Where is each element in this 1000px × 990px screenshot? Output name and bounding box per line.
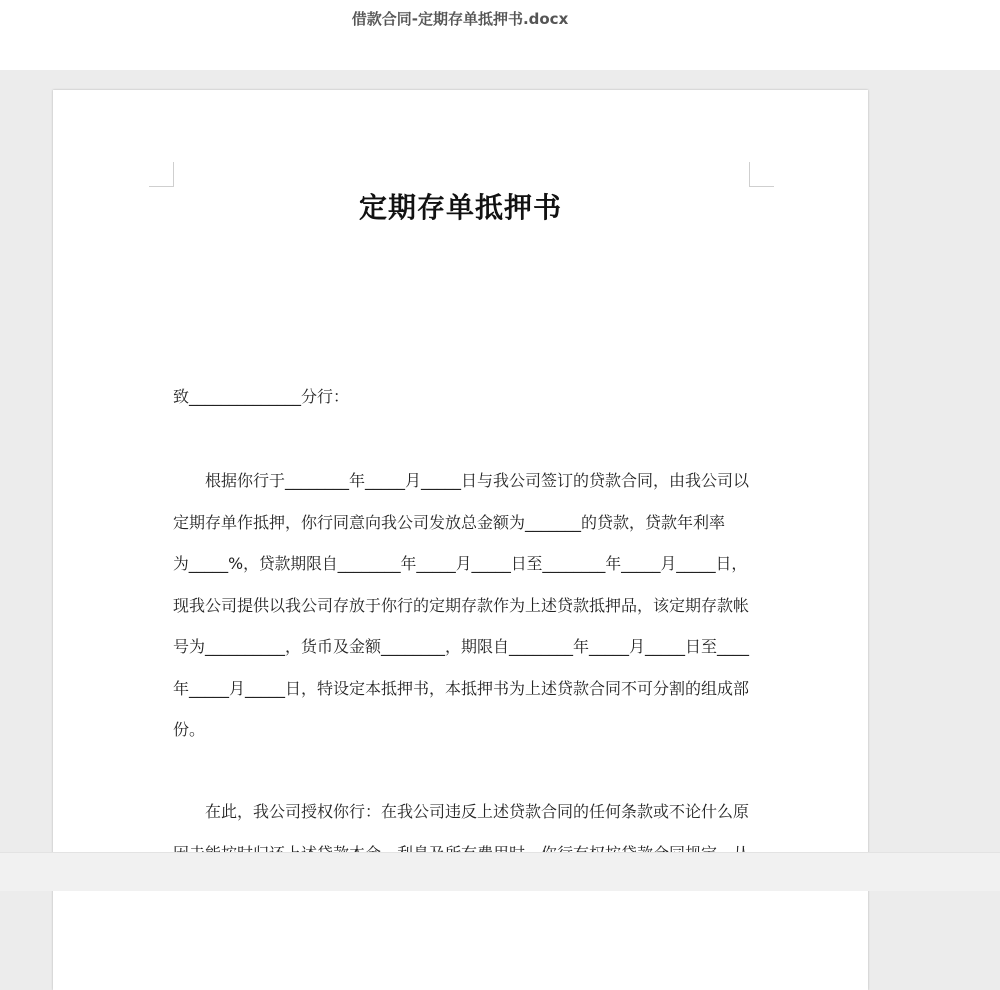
- file-title: 借款合同-定期存单抵押书.docx: [351, 10, 569, 28]
- paragraph-1: [173, 460, 753, 751]
- crop-mark-top-right: [749, 162, 774, 187]
- paragraph-line: 年_____月_____日，特设定本抵押书，本抵押书为上述贷款合同不可分割的组成部: [173, 678, 750, 698]
- document-viewer[interactable]: [0, 70, 1000, 852]
- paragraph-line: 定期存单作抵押，你行同意向我公司发放总金额为_______的贷款，贷款年利率: [173, 512, 726, 532]
- title-bar: [0, 0, 1000, 70]
- paragraph-line: 份。: [173, 720, 206, 739]
- paragraph-line: 现我公司提供以我公司存放于你行的定期存款作为上述贷款抵押品，该定期存款帐: [173, 595, 750, 615]
- addressee-line: [173, 376, 753, 418]
- paragraph-line: 号为__________，货币及金额________，期限自________年_____月_____日至____: [173, 637, 750, 656]
- bottom-bar: [0, 852, 1000, 891]
- addressee-text: 致______________分行：: [173, 387, 350, 406]
- paragraph-line: 为_____%，贷款期限自________年_____月_____日至________年_____月_____日，: [173, 554, 748, 573]
- document-title: 定期存单抵押书: [358, 191, 562, 224]
- paragraph-line: 根据你行于________年_____月_____日与我公司签订的贷款合同，由我公司以: [205, 471, 750, 490]
- crop-mark-top-left: [149, 162, 174, 187]
- paragraph-line: 在此，我公司授权你行：在我公司违反上述贷款合同的任何条款或不论什么原: [205, 802, 750, 821]
